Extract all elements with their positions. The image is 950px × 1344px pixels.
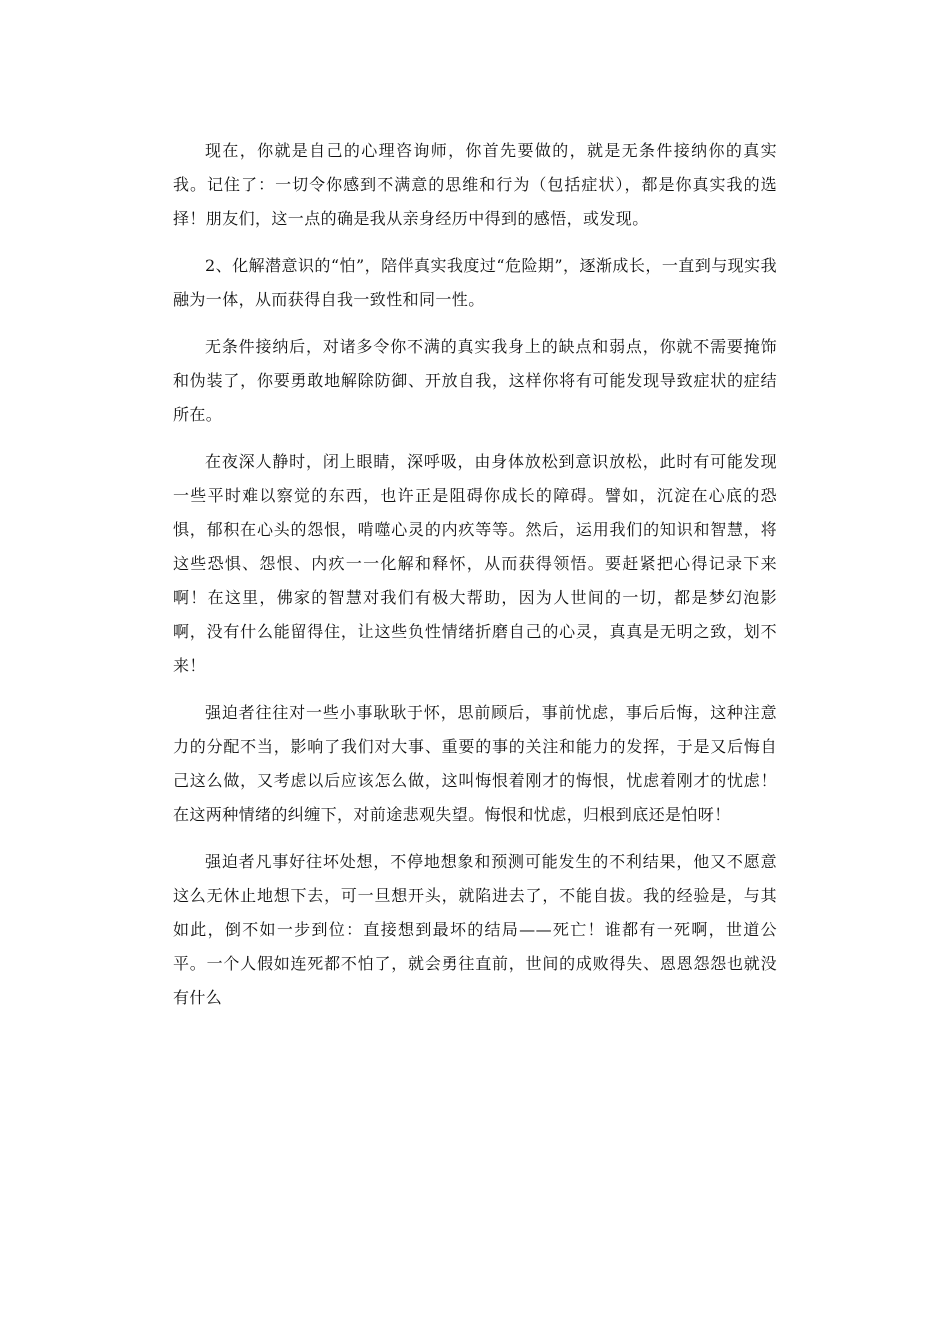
- paragraph-1: 现在，你就是自己的心理咨询师，你首先要做的，就是无条件接纳你的真实我。记住了：一切令你感到不满意的思维和行为（包括症状），都是你真实我的选择！朋友们，这一点的确是我从亲身经历中得到的感悟，或发现。: [173, 141, 777, 228]
- paragraph-6: 强迫者凡事好往坏处想，不停地想象和预测可能发生的不利结果，他又不愿意这么无休止地想下去，可一旦想开头，就陷进去了，不能自拔。我的经验是，与其如此，倒不如一步到位：直接想到最坏的结局——死亡！谁都有一死啊，世道公平。一个人假如连死都不怕了，就会勇往直前，世间的成败得失、恩恩怨怨也就没有什么: [173, 852, 777, 1007]
- document-body: [173, 134, 777, 1028]
- paragraph-3: 无条件接纳后，对诸多令你不满的真实我身上的缺点和弱点，你就不需要掩饰和伪装了，你要勇敢地解除防御、开放自我，这样你将有可能发现导致症状的症结所在。: [173, 337, 777, 424]
- paragraph-5: 强迫者往往对一些小事耿耿于怀，思前顾后，事前忧虑，事后后悔，这种注意力的分配不当，影响了我们对大事、重要的事的关注和能力的发挥，于是又后悔自己这么做，又考虑以后应该怎么做，这叫悔恨着刚才的悔恨，忧虑着刚才的忧虑！在这两种情绪的纠缠下，对前途悲观失望。悔恨和忧虑，归根到底还是怕呀！: [173, 703, 777, 824]
- paragraph-2: 2、化解潜意识的“怕”，陪伴真实我度过“危险期”，逐渐成长，一直到与现实我融为一体，从而获得自我一致性和同一性。: [173, 256, 777, 309]
- paragraph-4: 在夜深人静时，闭上眼睛，深呼吸，由身体放松到意识放松，此时有可能发现一些平时难以察觉的东西，也许正是阻碍你成长的障碍。譬如，沉淀在心底的恐惧，郁积在心头的怨恨，啃噬心灵的内疚等等。然后，运用我们的知识和智慧，将这些恐惧、怨恨、内疚一一化解和释怀，从而获得领悟。要赶紧把心得记录下来啊！在这里，佛家的智慧对我们有极大帮助，因为人世间的一切，都是梦幻泡影啊，没有什么能留得住，让这些负性情绪折磨自己的心灵，真真是无明之致，划不来！: [173, 452, 777, 675]
